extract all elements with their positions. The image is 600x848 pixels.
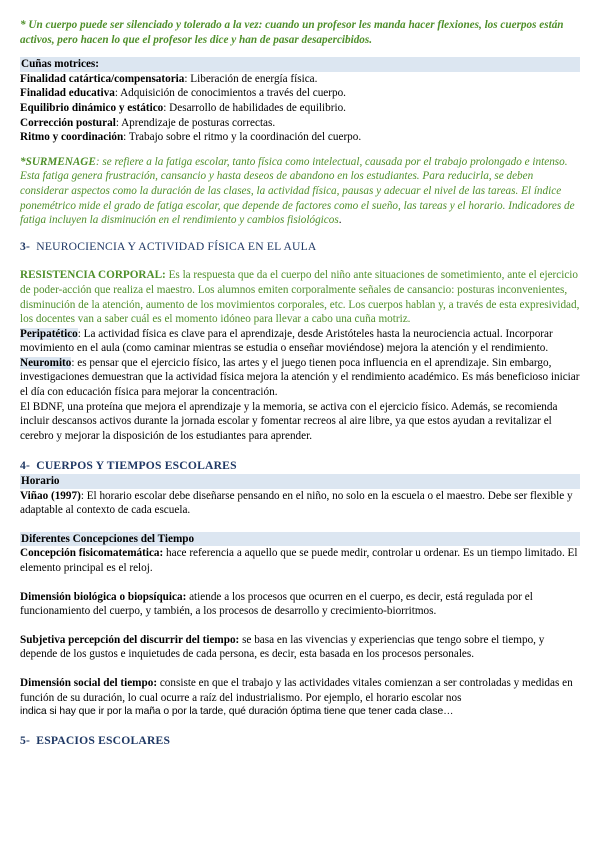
cunas-desc: : Trabajo sobre el ritmo y la coordinación del cuerpo.	[123, 131, 362, 144]
surmenage-term: *SURMENAGE	[20, 155, 96, 168]
section-5-title: ESPACIOS ESCOLARES	[36, 733, 171, 747]
bdnf-paragraph: El BDNF, una proteína que mejora el aprendizaje y la memoria, se activa con el ejercicio físico. Además, se recomienda incluir descansos activos durante la jornada escolar y fomentar recreos al aire libre, ya que estos ayudan a revitalizar el cerebro y mejorar la disposición de los estudiantes para aprender.	[20, 400, 558, 442]
cunas-desc: : Adquisición de conocimientos a través del cuerpo.	[114, 87, 346, 100]
cunas-list	[20, 72, 580, 145]
cunas-desc: : Liberación de energía física.	[184, 72, 318, 85]
fisico-paragraph	[20, 546, 580, 575]
biologica-paragraph	[20, 590, 580, 619]
section-3-number: 3-	[20, 239, 31, 253]
neuromito-term: Neuromito	[20, 356, 72, 369]
list-item	[20, 130, 580, 145]
cunas-term: Corrección postural	[20, 116, 116, 129]
cunas-term: Finalidad educativa	[20, 87, 115, 100]
vinao-paragraph	[20, 489, 580, 518]
concepciones-heading: Diferentes Concepciones del Tiempo	[20, 532, 580, 547]
subjetiva-term: Subjetiva percepción del discurrir del tiempo:	[20, 633, 240, 646]
section-3-title: NEUROCIENCIA Y ACTIVIDAD FÍSICA EN EL AULA	[36, 239, 317, 253]
vinao-term: Viñao (1997)	[20, 489, 81, 502]
list-item	[20, 116, 580, 131]
list-item	[20, 72, 580, 87]
section-5-number: 5-	[20, 733, 31, 747]
list-item	[20, 86, 580, 101]
section-3-heading	[20, 240, 580, 255]
resistencia-paragraph	[20, 268, 580, 326]
social-paragraph	[20, 676, 580, 705]
intro-note: * Un cuerpo puede ser silenciado y tolerado a la vez: cuando un profesor les manda hacer flexiones, los cuerpos están activos, pero hacen lo que el profesor les dice y han de pasar desapercibidos.	[20, 19, 564, 46]
cunas-desc: : Aprendizaje de posturas correctas.	[115, 116, 276, 129]
resistencia-term: RESISTENCIA CORPORAL:	[20, 269, 166, 282]
section-5-heading	[20, 734, 580, 749]
section-4-heading	[20, 459, 580, 474]
fisico-term: Concepción fisicomatemática:	[20, 547, 164, 560]
subjetiva-text: se basa en las vivencias y experiencias que tengo sobre el tiempo, y depende de los gustos e inquietudes de cada persona, es decir, esta basada en los procesos personales.	[20, 633, 545, 661]
neuromito-paragraph	[20, 356, 580, 400]
peripatetico-paragraph	[20, 327, 580, 356]
social-text: consiste en que el trabajo y las actividades vitales comienzan a ser controladas y medidas en función de su duración, lo cual ocurre a raíz del industrialismo. Por ejemplo, el horario escolar nos	[20, 676, 573, 704]
surmenage-end: .	[338, 214, 342, 227]
social-last-line: indica si hay que ir por la maña o por la tarde, qué duración óptima tiene que tener cada clase…	[20, 706, 454, 718]
surmenage-text: : se refiere a la fatiga escolar, tanto física como intelectual, causada por el trabajo prolongado e intenso. Esta fatiga genera frustración, cansancio y hasta deseos de abandono en los estudiantes. Para reducirla, se deben considerar aspectos como la duración de las clases, la actividad física, pausas y adecuar el nivel de las tareas. El índice ponemétrico mide el grado de fatiga escolar, que depende de factores como el sueño, las tareas y el horario. Indicadores de fatiga incluyen la disminución en el rendimiento y cambios fisiológicos	[20, 155, 575, 227]
social-term: Dimensión social del tiempo:	[20, 676, 158, 689]
fisico-text: hace referencia a aquello que se puede medir, controlar u ordenar. Es un tiempo limitado. El elemento principal es el reloj.	[20, 547, 578, 574]
horario-heading: Horario	[20, 474, 580, 489]
cunas-term: Ritmo y coordinación	[20, 131, 124, 144]
biologica-term: Dimensión biológica o biopsíquica:	[20, 590, 187, 603]
cunas-term: Finalidad catártica/compensatoria	[20, 72, 185, 85]
cunas-heading: Cuñas motrices:	[20, 57, 580, 72]
surmenage-paragraph	[20, 155, 580, 228]
vinao-text: : El horario escolar debe diseñarse pensando en el niño, no solo en la escuela o el maestro. Debe ser flexible y adaptable al contexto de cada escuela.	[20, 489, 573, 517]
neuromito-text: : es pensar que el ejercicio físico, las artes y el juego tienen poca influencia en el aprendizaje. Sin embargo, investigaciones demuestran que la actividad física mejora la atención y el rendimiento académico. Es más beneficioso iniciar el día con educación física para mejorar la concentración.	[20, 356, 580, 399]
peripatetico-text: : La actividad física es clave para el aprendizaje, desde Aristóteles hasta la neurociencia actual. Incorporar movimiento en el aula (como caminar mientras se estudia o enseñar moviéndose) mejora la atención y el rendimiento.	[20, 327, 553, 355]
cunas-desc: : Desarrollo de habilidades de equilibrio.	[163, 101, 346, 114]
subjetiva-paragraph	[20, 633, 580, 662]
document-page	[20, 18, 580, 748]
section-4-title: CUERPOS Y TIEMPOS ESCOLARES	[36, 459, 237, 473]
cunas-term: Equilibrio dinámico y estático	[20, 101, 164, 114]
list-item	[20, 101, 580, 116]
section-4-number: 4-	[20, 459, 31, 473]
peripatetico-term: Peripatético	[20, 327, 78, 340]
biologica-text: atiende a los procesos que ocurren en el cuerpo, es decir, está regulada por el funcionamiento del cuerpo, y también, a los procesos de desarrollo y crecimiento-biorritmos.	[20, 590, 533, 618]
resistencia-text: Es la respuesta que da el cuerpo del niño ante situaciones de sometimiento, ante el ejercicio de poder-acción que realiza el maestro. Los alumnos emiten corporalmente señales de cansancio: posturas inconvenientes, disminución de la atención, aumento de los movimientos corporales, etc. Los cuerpos hablan y, a través de esta expresividad, los docentes van a saber cuál es el momento idóneo para llevar a cabo una cuña motriz.	[20, 269, 580, 326]
